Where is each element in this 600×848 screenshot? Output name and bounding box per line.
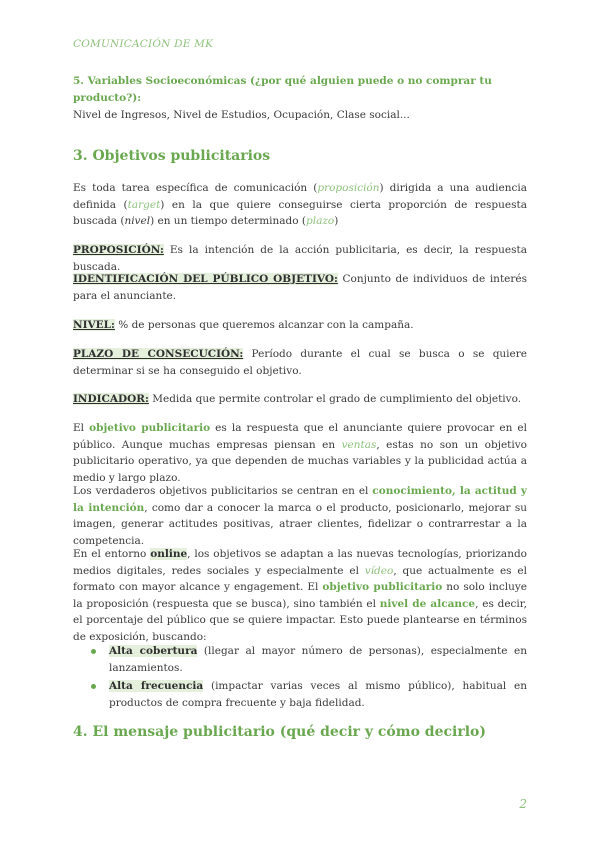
text-run: ) en la que quiere conseguirse cierta proporción de respuesta buscada ( — [73, 198, 527, 227]
section-5-variables — [73, 73, 527, 124]
text-run: El — [73, 422, 90, 434]
text-run: , es decir, el porcentaje del público que se quiere impactar. Esto puede plantearse en términos de exposición, buscando: — [73, 597, 527, 643]
bullet-list — [73, 643, 527, 713]
paragraph-online — [73, 546, 527, 645]
paragraph-objetivo — [73, 420, 527, 486]
definition-text: Período durante el cual se busca o se quiere determinar si se ha conseguido el objetivo. — [73, 348, 527, 377]
bullet-dot-icon — [91, 649, 96, 654]
page-number: 2 — [519, 797, 527, 811]
text-run: , estas no son un objetivo publicitario operativo, ya que dependen de muchas variables y la publicidad actúa a medio y largo plazo. — [73, 438, 527, 484]
section-5-title: 5. Variables Socioeconómicas (¿por qué alguien puede o no comprar tu producto?): — [73, 75, 492, 104]
definition-indicador — [73, 391, 527, 408]
definition-nivel — [73, 317, 527, 334]
definition-plazo — [73, 346, 527, 379]
section-4-heading: 4. El mensaje publicitario (qué decir y cómo decirlo) — [73, 724, 486, 740]
text-run: , los objetivos se adaptan a las nuevas tecnologías, priorizando medios digitales, redes sociales y especialmente el — [73, 548, 527, 577]
list-item — [73, 678, 527, 711]
text-run: ) — [334, 215, 339, 227]
term-ventas: ventas — [341, 438, 377, 451]
text-run: Es toda tarea específica de comunicación ( — [73, 182, 318, 194]
term-video: vídeo — [364, 564, 394, 577]
highlight-objetivo-publicitario: objetivo publicitario — [89, 422, 211, 434]
term-target: target — [127, 198, 161, 211]
text-run: ) dirigida a una audiencia definida ( — [73, 182, 527, 211]
definition-text: Medida que permite controlar el grado de cumplimiento del objetivo. — [148, 393, 522, 405]
paragraph-verdaderos — [73, 483, 527, 549]
text-run: es la respuesta que el anunciante quiere provocar en el público. Aunque muchas empresas piensan en — [73, 422, 527, 451]
term-nivel: nivel — [124, 215, 151, 227]
term-plazo: plazo — [306, 215, 335, 227]
running-header: COMUNICACIÓN DE MK — [73, 38, 214, 50]
definition-text: Es la intención de la acción publicitaria, es decir, la respuesta buscada. — [73, 244, 527, 273]
definition-text: Conjunto de individuos de interés para el anunciante. — [73, 273, 527, 302]
definition-text: % de personas que queremos alcanzar con la campaña. — [114, 319, 414, 331]
bullet-text: (impactar varias veces al mismo público), habitual en productos de compra frecuente y baja fidelidad. — [109, 680, 528, 709]
bullet-text: (llegar al mayor número de personas), especialmente en lanzamientos. — [109, 645, 527, 674]
highlight-objetivo-publicitario-2: objetivo publicitario — [322, 581, 443, 593]
definition-term: PLAZO DE CONSECUCIÓN: — [73, 348, 244, 360]
definition-term: IDENTIFICACIÓN DEL PÚBLICO OBJETIVO: — [73, 273, 338, 285]
term-proposicion: proposición — [317, 182, 380, 194]
text-run: En el entorno — [73, 548, 151, 560]
text-run: , que actualmente es el formato con mayor alcance y engagement. El — [73, 564, 527, 593]
text-run: no solo incluye la proposición (respuesta que se busca), sino también el — [73, 581, 527, 610]
highlight-conocimiento: conocimiento, la actitud y la intención — [73, 485, 527, 514]
highlight-online: online — [150, 548, 188, 560]
text-run: ) en un tiempo determinado ( — [150, 215, 307, 227]
text-run: Los verdaderos objetivos publicitarios se centran en el — [73, 485, 373, 497]
definition-term: INDICADOR: — [73, 393, 149, 405]
definition-term: NIVEL: — [73, 319, 115, 331]
section-5-text: Nivel de Ingresos, Nivel de Estudios, Ocupación, Clase social... — [73, 109, 410, 121]
list-item — [73, 643, 527, 676]
text-run: , como dar a conocer la marca o el producto, posicionarlo, mejorar su imagen, generar actitudes positivas, atraer clientes, fidelizar o contrarrestar a la competencia. — [73, 501, 527, 547]
bullet-term: Alta cobertura — [109, 645, 198, 657]
definition-term: PROPOSICIÓN: — [73, 244, 164, 256]
intro-paragraph — [73, 180, 527, 230]
definition-publico-objetivo — [73, 271, 527, 304]
highlight-nivel-alcance: nivel de alcance — [379, 597, 476, 610]
bullet-dot-icon — [91, 684, 96, 689]
section-3-heading: 3. Objetivos publicitarios — [73, 148, 271, 164]
bullet-term: Alta frecuencia — [109, 680, 204, 692]
